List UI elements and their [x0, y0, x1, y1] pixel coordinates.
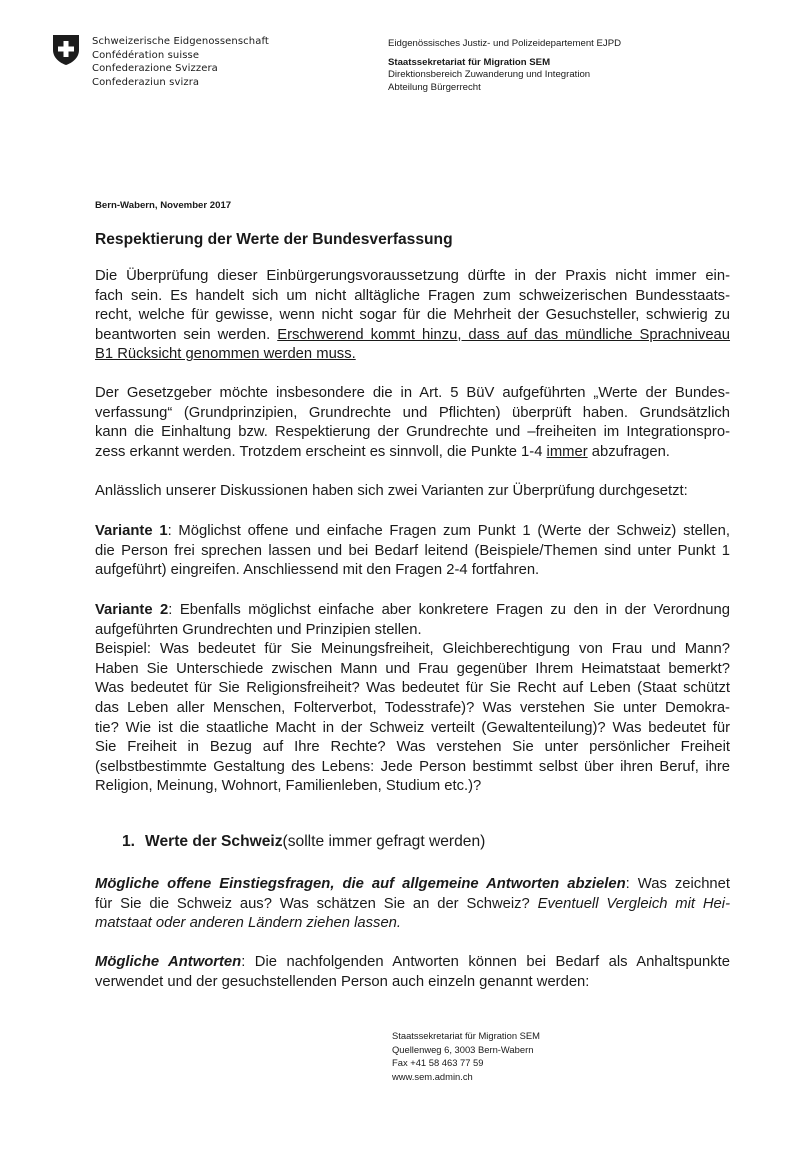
confederation-name-de: Schweizerische Eidgenossenschaft [92, 36, 269, 47]
division-name: Abteilung Bürgerrecht [388, 81, 481, 93]
questions-label: Mögliche offene Einstiegsfragen, die auf allgemeine Antworten abzielen [95, 876, 626, 892]
footer-office: Staatssekretariat für Migration SEM [392, 1030, 540, 1041]
variant-label: Variante 1 [95, 523, 168, 539]
text-line-content: recht, welche für gewisse, wenn nicht sogar für die Mehrheit der Gesuchsteller, schwierig zu [95, 307, 730, 324]
text-line: Beispiel: Was bedeutet für Sie Meinungsfreiheit, Gleichberechtigung von Frau und Mann? [95, 641, 730, 658]
text-span: zess erkannt werden. Trotzdem erscheint es sinnvoll, die Punkte 1-4 [95, 443, 547, 460]
underlined-text: Erschwerend kommt hinzu, dass auf das mündliche Sprachniveau [277, 326, 731, 343]
paragraph-legislator [95, 384, 730, 462]
confederation-name-fr: Confédération suisse [92, 49, 200, 61]
paragraph-intro [95, 267, 730, 365]
office-name: Staatssekretariat für Migration SEM [388, 56, 551, 68]
text-line: Der Gesetzgeber möchte insbesondere die in Art. 5 BüV aufgeführten „Werte der Bundes- [95, 385, 730, 401]
text-line: aufgeführten Grundrechten und Prinzipien stellen. [95, 621, 422, 638]
text-line: Was bedeutet für Sie Religionsfreiheit? Was bedeutet für Sie Recht auf Leben (Staat schützt [95, 680, 730, 697]
text-line: Religion, Meinung, Wohnort, Familienleben, Studium etc.)? [95, 778, 482, 795]
department-name: Eidgenössisches Justiz- und Polizeidepartement EJPD [388, 38, 622, 49]
text-line [95, 875, 730, 895]
text-line: verfassung“ (Grundprinzipien, Grundrechte und Pflichten) überprüft haben. Grundsätzlich [95, 404, 730, 421]
section-note: (sollte immer gefragt werden) [282, 833, 486, 850]
text-line [95, 601, 730, 621]
opening-questions [95, 875, 730, 934]
underlined-text: B1 Rücksicht genommen werden muss. [95, 346, 356, 363]
variant-1 [95, 522, 730, 581]
answers-label: Mögliche Antworten [95, 954, 242, 970]
section-number: 1. [122, 833, 136, 850]
text-span: : Die nachfolgenden Antworten können bei Bedarf als Anhaltspunkte [241, 954, 730, 970]
footer-fax: Fax +41 58 463 77 59 [392, 1057, 484, 1069]
text-span: abzufragen. [587, 443, 670, 460]
directorate-name: Direktionsbereich Zuwanderung und Integration [388, 69, 591, 80]
text-span: : Ebenfalls möglichst einfache aber konkretere Fragen zu den in der Verordnung [168, 602, 730, 618]
text-line [95, 287, 730, 307]
text-span: für Sie die Schweiz aus? Was schätzen Sie an der Schweiz? [95, 895, 538, 912]
text-line [95, 443, 730, 463]
text-line [95, 306, 730, 326]
possible-answers [95, 953, 730, 992]
text-line [95, 326, 730, 346]
section-heading [122, 833, 485, 851]
text-line: die Person frei sprechen lassen und bei Bedarf leitend (Beispiele/Themen sind unter Punkt 1 [95, 542, 730, 559]
variant-label: Variante 2 [95, 602, 169, 618]
confederation-name-it: Confederazione Svizzera [92, 63, 218, 74]
text-line: Haben Sie Unterschiede zwischen Mann und Frau gegenüber Ihrem Heimatstaat bemerkt? [95, 660, 730, 677]
text-line: tie? Wie ist die staatliche Macht in der Schweiz verteilt (Gewaltenteilung)? Was bedeutet für [95, 719, 730, 736]
text-span: : Möglichst offene und einfache Fragen zum Punkt 1 (Werte der Schweiz) stellen, [167, 523, 730, 539]
text-line [95, 953, 730, 973]
italic-text: Eventuell Vergleich mit Hei- [537, 895, 730, 912]
variant-2 [95, 601, 730, 797]
dateline: Bern-Wabern, November 2017 [95, 200, 232, 211]
document-title: Respektierung der Werte der Bundesverfassung [95, 231, 453, 248]
text-line: aufgeführt) eingreifen. Anschliessend mit den Fragen 2-4 fortfahren. [95, 562, 540, 579]
footer-street: Quellenweg 6, 3003 Bern-Wabern [392, 1043, 534, 1055]
footer-website: www.sem.admin.ch [392, 1070, 473, 1082]
swiss-coat-of-arms-icon [52, 34, 80, 66]
text-line: kann die Einhaltung bzw. Respektierung der Grundrechte und –freiheiten im Integrationspro- [95, 424, 730, 441]
text-line [95, 522, 730, 542]
department-block [388, 38, 621, 94]
text-span: beantworten sein werden. [95, 326, 278, 343]
text-line: das Leben aller Menschen, Folterverbot, Todesstrafe)? Was verstehen Sie unter Demokra- [95, 699, 730, 716]
italic-text: matstaat oder anderen Ländern ziehen lassen. [95, 915, 402, 932]
text-line: (selbstbestimmte Gestaltung des Lebens: Jede Person bestimmt selbst über ihren Beruf, ihre [95, 758, 730, 775]
text-line: Sie Freiheit in Bezug auf Ihre Rechte? Was verstehen Sie unter persönlicher Freiheit [95, 739, 730, 756]
text-line: Anlässlich unserer Diskussionen haben sich zwei Varianten zur Überprüfung durchgesetzt: [95, 483, 688, 499]
text-line: verwendet und der gesuchstellenden Person auch einzeln genannt werden: [95, 973, 590, 990]
text-line [95, 267, 730, 287]
text-span: : Was zeichnet [625, 876, 730, 892]
paragraph-variants-intro [95, 482, 730, 502]
text-line-content: fach sein. Es handelt sich um nicht alltägliche Fragen zum schweizerischen Bundesstaats- [95, 287, 730, 304]
footer-address [392, 1029, 540, 1083]
text-line-content: Die Überprüfung dieser Einbürgerungsvoraussetzung dürfte in der Praxis nicht immer ein- [95, 268, 730, 284]
section-title: Werte der Schweiz [145, 833, 283, 850]
confederation-name-rm: Confederaziun svizra [92, 76, 200, 88]
confederation-names [92, 35, 269, 89]
underlined-text: immer [546, 443, 588, 460]
text-line [95, 895, 730, 915]
